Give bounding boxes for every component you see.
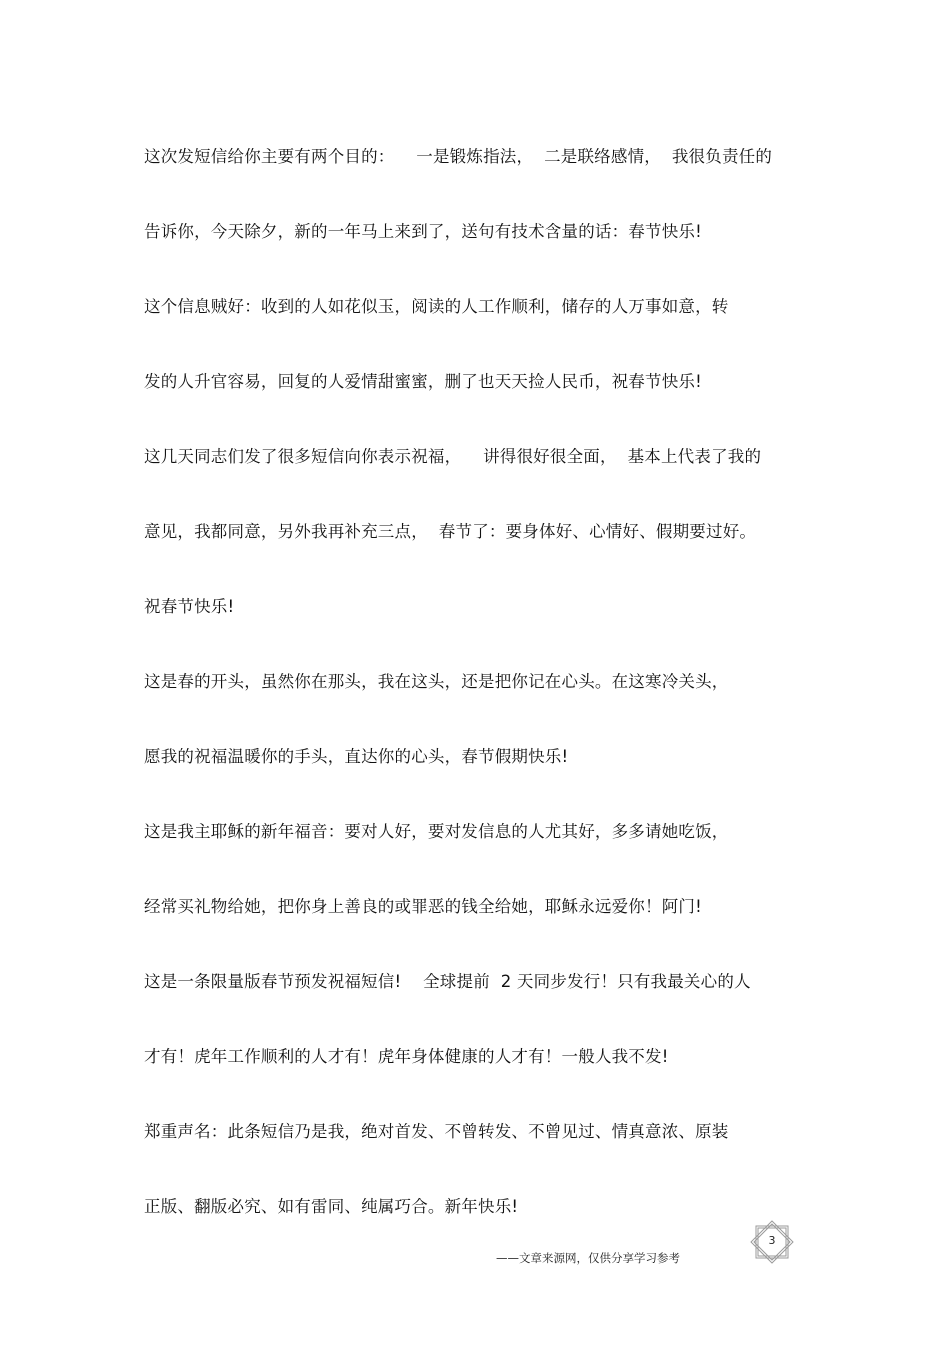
text-line: 告诉你，今天除夕，新的一年马上来到了，送句有技术含量的话：春节快乐! bbox=[144, 222, 702, 241]
text-line: 郑重声名：此条短信乃是我，绝对首发、不曾转发、不曾见过、情真意浓、原装 bbox=[144, 1122, 729, 1141]
page-number-badge bbox=[748, 1220, 796, 1264]
text-line: 愿我的祝福温暖你的手头，直达你的心头，春节假期快乐! bbox=[144, 747, 569, 766]
text-line: 才有！虎年工作顺利的人才有！虎年身体健康的人才有！一般人我不发! bbox=[144, 1047, 669, 1066]
source-note: ——文章来源网，仅供分享学习参考 bbox=[496, 1251, 680, 1265]
text-line: 发的人升官容易，回复的人爱情甜蜜蜜，删了也天天捡人民币，祝春节快乐! bbox=[144, 372, 702, 391]
text-line: 正版、翻版必究、如有雷同、纯属巧合。新年快乐! bbox=[144, 1197, 519, 1216]
text-line: 意见，我都同意，另外我再补充三点， 春节了：要身体好、心情好、假期要过好。 bbox=[144, 522, 757, 541]
text-line: 这几天同志们发了很多短信向你表示祝福， 讲得很好很全面， 基本上代表了我的 bbox=[144, 447, 762, 466]
text-line: 这次发短信给你主要有两个目的： 一是锻炼指法， 二是联络感情， 我很负责任的 bbox=[144, 147, 773, 166]
text-line: 祝春节快乐! bbox=[144, 597, 235, 616]
text-line: 这是一条限量版春节预发祝福短信! 全球提前 2 天同步发行！只有我最关心的人 bbox=[144, 972, 751, 991]
text-line: 这是春的开头，虽然你在那头，我在这头，还是把你记在心头。在这寒冷关头， bbox=[144, 672, 729, 691]
text-line: 这个信息贼好：收到的人如花似玉，阅读的人工作顺利，储存的人万事如意，转 bbox=[144, 297, 729, 316]
text-line: 这是我主耶稣的新年福音：要对人好，要对发信息的人尤其好，多多请她吃饭， bbox=[144, 822, 729, 841]
page-number: 3 bbox=[768, 1234, 776, 1247]
text-line: 经常买礼物给她，把你身上善良的或罪恶的钱全给她，耶稣永远爱你！阿门! bbox=[144, 897, 702, 916]
